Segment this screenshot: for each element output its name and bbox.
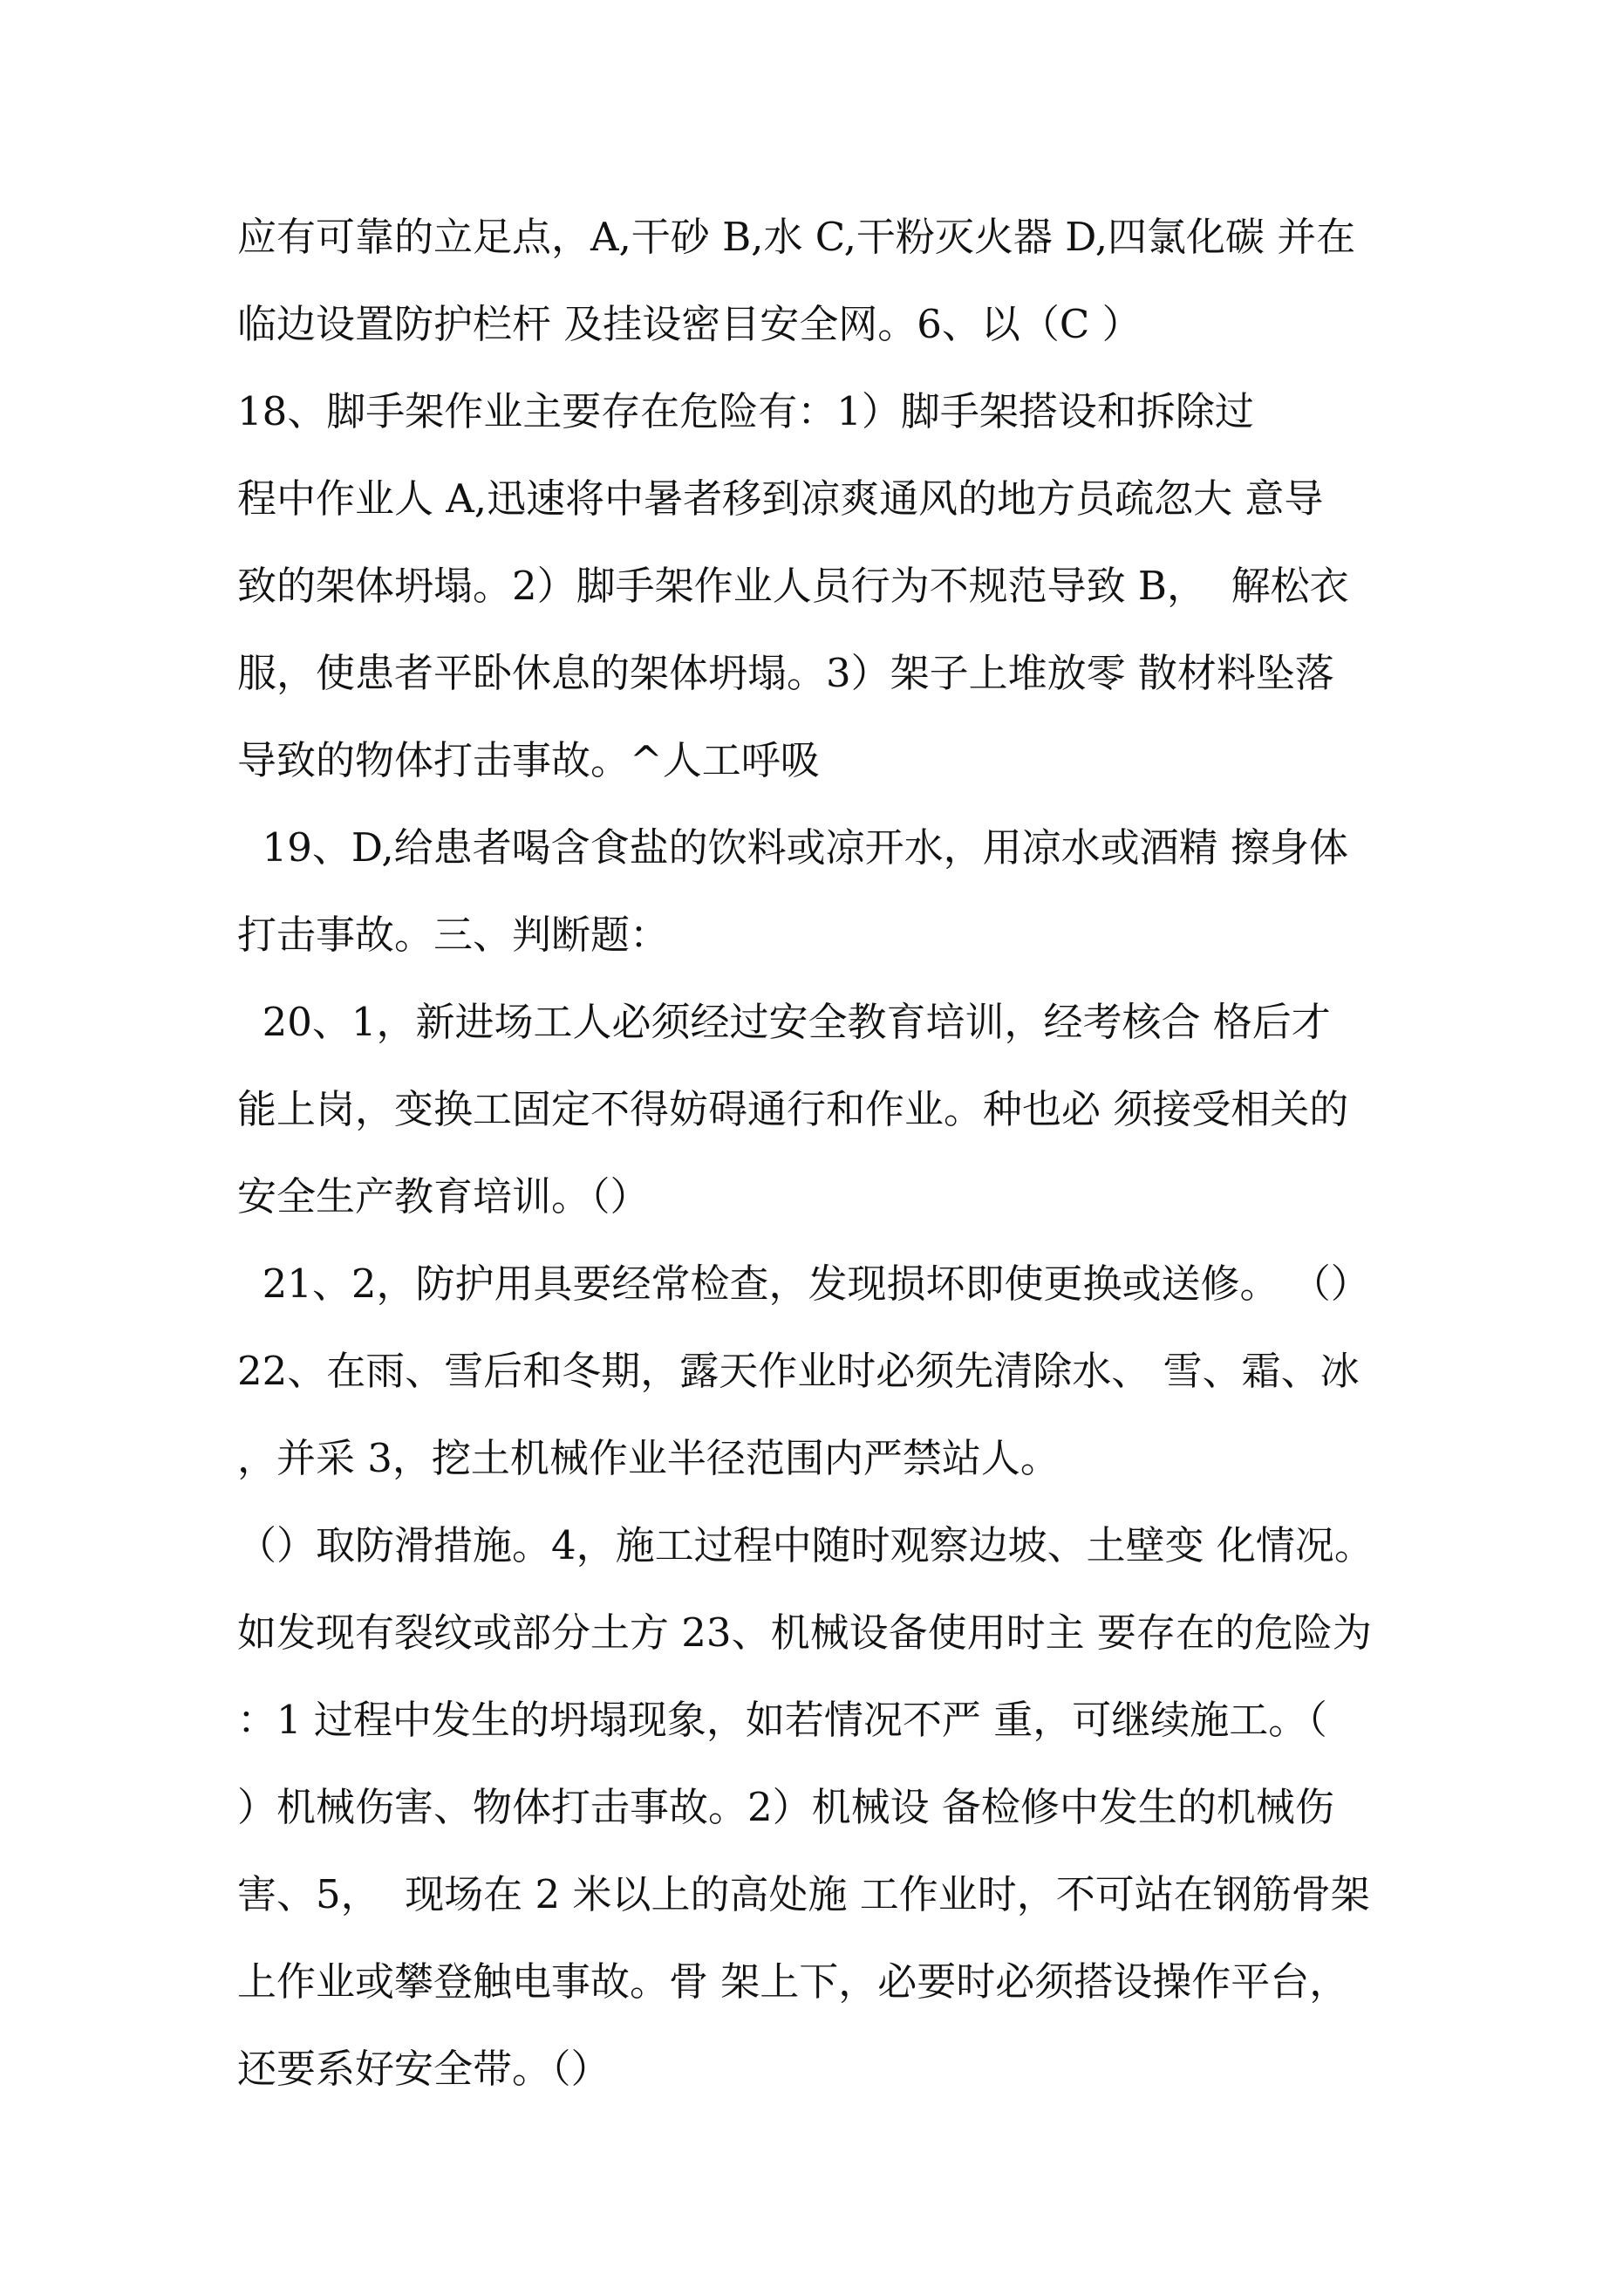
text-line: 安全生产教育培训。（）	[237, 1173, 650, 1220]
text-line: 临边设置防护栏杆 及挂设密目安全网。6、以（C ）	[237, 301, 1142, 347]
text-line: 20、1，新进场工人必须经过安全教育培训，经考核合 格后才	[237, 999, 1331, 1045]
text-line: 还要系好安全带。（）	[237, 2046, 610, 2092]
text-line: 害、5， 现场在 2 米以上的高处施 工作业时，不可站在钢筋骨架	[237, 1871, 1370, 1917]
text-line: 导致的物体打击事故。^人工呼吸	[237, 737, 820, 783]
text-line: 致的架体坍塌。2）脚手架作业人员行为不规范导致 B， 解松衣	[237, 563, 1349, 609]
text-line: ）机械伤害、物体打击事故。2）机械设 备检修中发生的机械伤	[237, 1784, 1334, 1830]
text-line: 能上岗，变换工固定不得妨碍通行和作业。种也必 须接受相关的	[237, 1086, 1349, 1132]
body-text	[237, 194, 1406, 2113]
text-line: 如发现有裂纹或部分土方 23、机械设备使用时主 要存在的危险为	[237, 1609, 1372, 1656]
text-line: 打击事故。三、判断题：	[237, 912, 670, 958]
text-line: 21、2，防护用具要经常检查，发现损坏即使更换或送修。 （）	[237, 1261, 1370, 1307]
text-line: 18、脚手架作业主要存在危险有：1）脚手架搭设和拆除过	[237, 388, 1254, 434]
text-line: 22、在雨、雪后和冬期，露天作业时必须先清除水、 雪、霜、冰	[237, 1348, 1360, 1394]
text-line: 服，使患者平卧休息的架体坍塌。3）架子上堆放零 散材料坠落	[237, 650, 1334, 696]
text-line: 程中作业人 A,迅速将中暑者移到凉爽通风的地方员疏忽大 意导	[237, 475, 1324, 522]
text-line: 上作业或攀登触电事故。骨 架上下，必要时必须搭设操作平台，	[237, 1958, 1349, 2005]
text-line: ，并采 3，挖土机械作业半径范围内严禁站人。	[237, 1435, 1060, 1481]
text-line: 应有可靠的立足点，A,干砂 B,水 C,干粉灭火器 D,四氯化碳 并在	[237, 214, 1356, 260]
text-line: 19、D,给患者喝含食盐的饮料或凉开水，用凉水或酒精 擦身体	[237, 824, 1348, 871]
text-line: （）取防滑措施。4，施工过程中随时观察边坡、土壁变 化情况。	[237, 1522, 1374, 1568]
text-line: ：1 过程中发生的坍塌现象，如若情况不严 重，可继续施工。（	[237, 1697, 1327, 1743]
